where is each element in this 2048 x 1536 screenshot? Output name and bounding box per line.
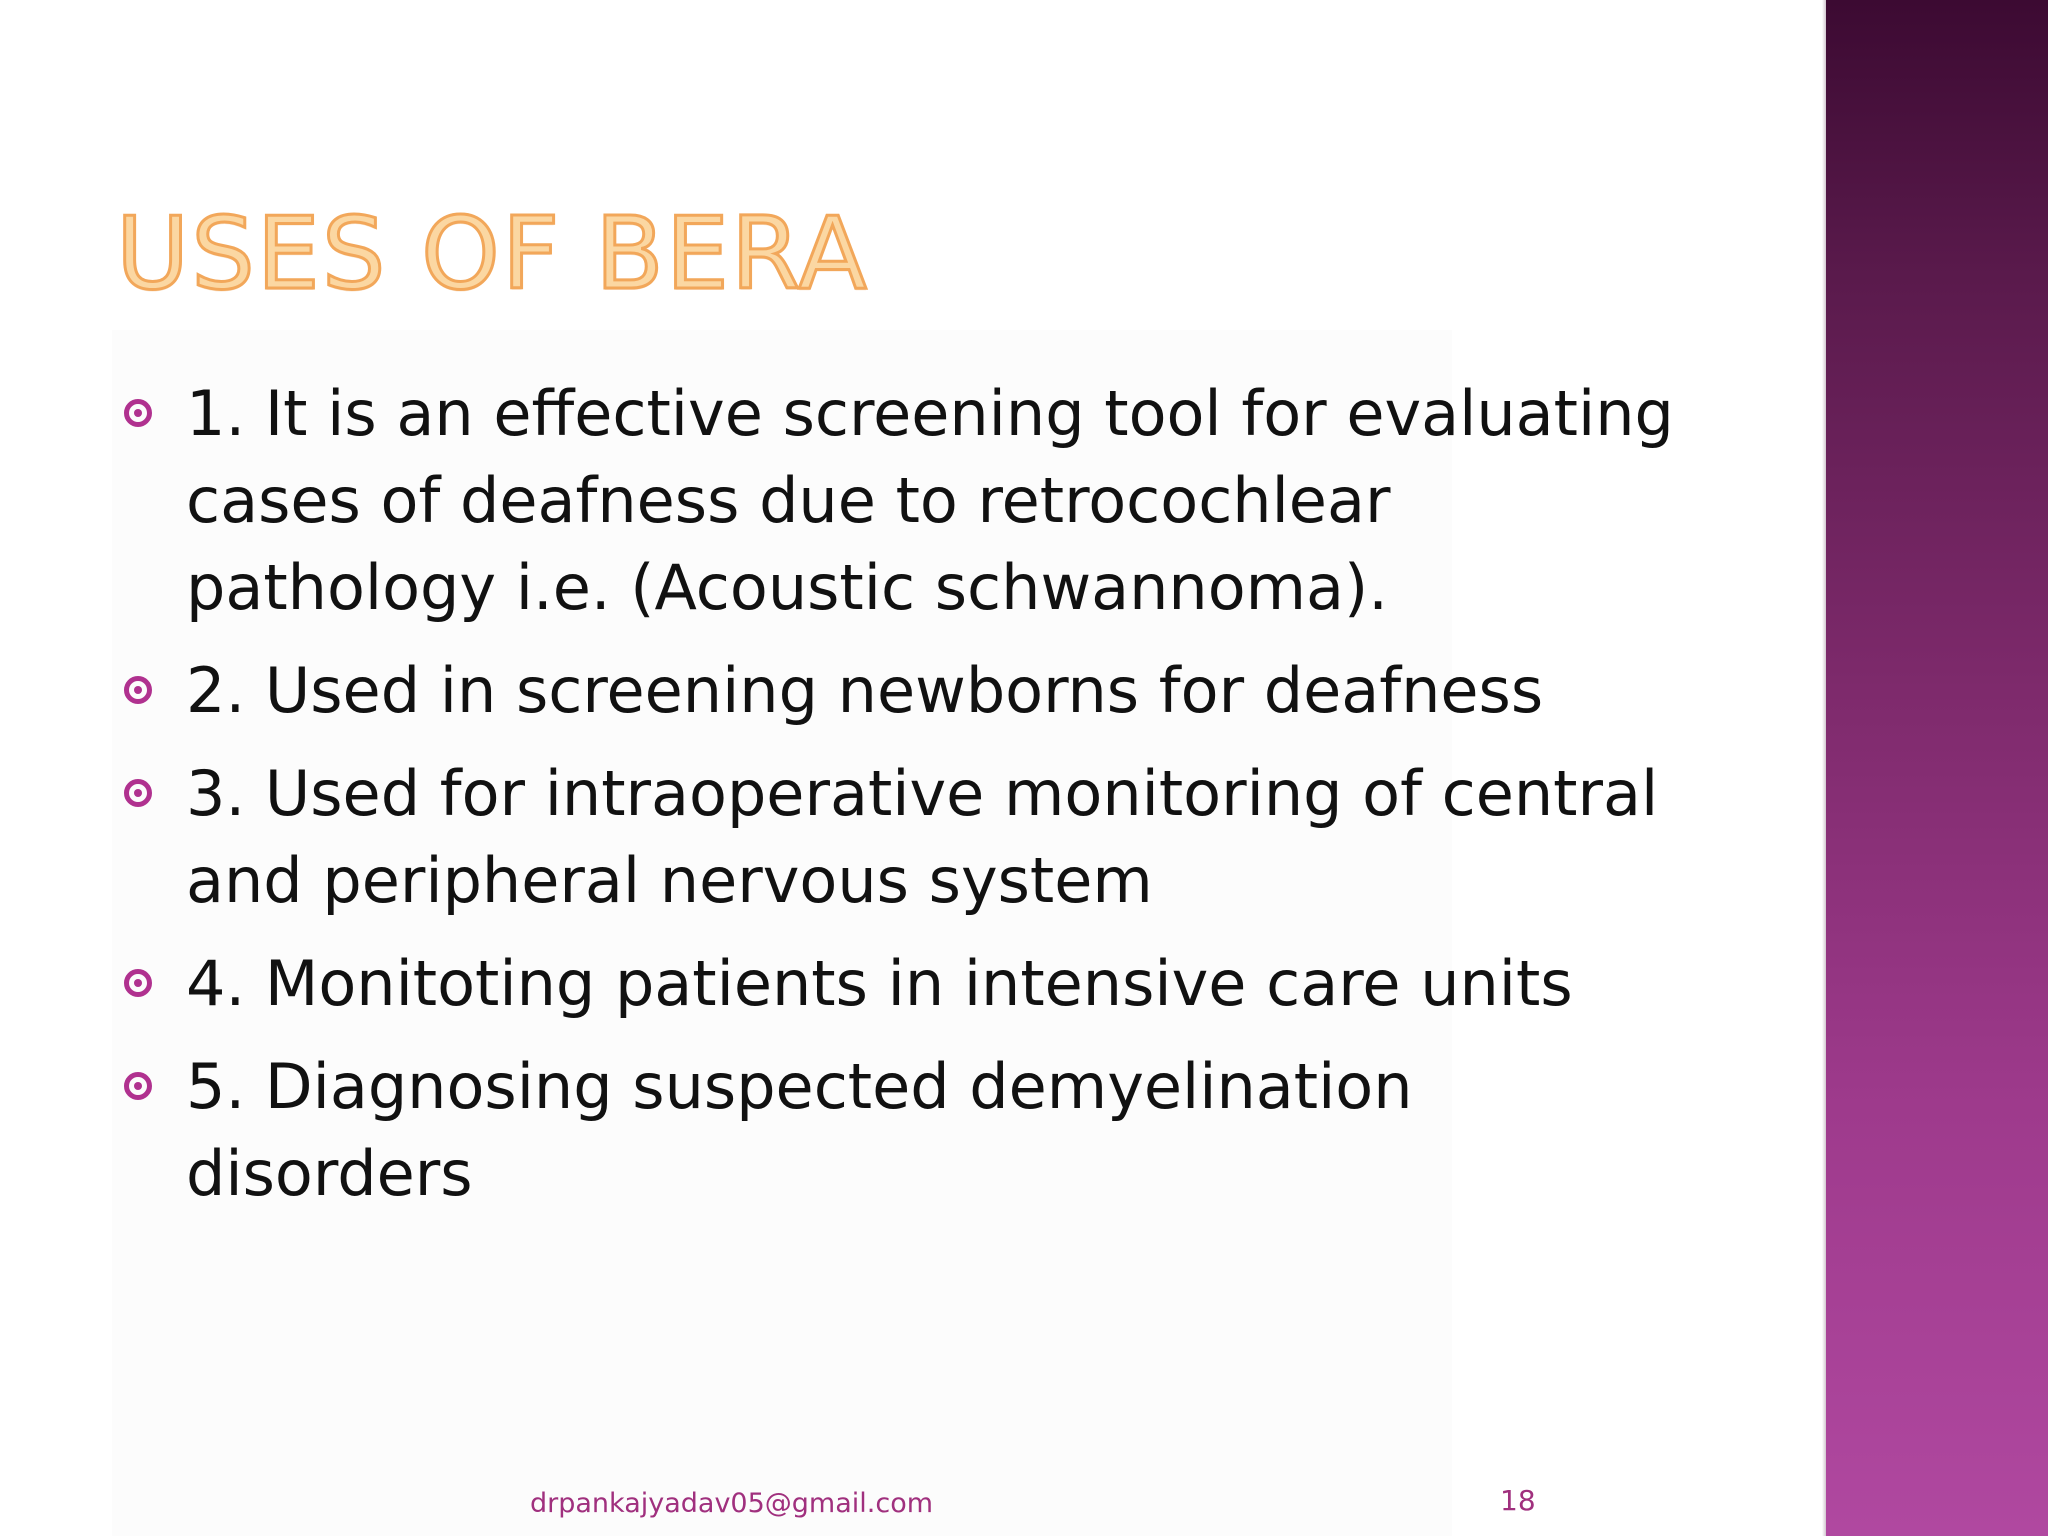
bullet-text: 4. Monitoting patients in intensive care units	[186, 947, 1573, 1020]
bullet-list	[124, 370, 1684, 1233]
bullet-text: 5. Diagnosing suspected demyelination disorders	[186, 1050, 1413, 1210]
bullet-item	[124, 1043, 1684, 1217]
decorative-sidebar	[1826, 0, 2048, 1536]
bullet-text: 2. Used in screening newborns for deafness	[186, 654, 1544, 727]
bullet-text: 3. Used for intraoperative monitoring of central and peripheral nervous system	[186, 757, 1659, 917]
bullet-item	[124, 940, 1684, 1027]
bullet-text: 1. It is an effective screening tool for evaluating cases of deafness due to retrocochlear pathology i.e. (Acoustic schwannoma).	[186, 377, 1674, 624]
radio-bullet-icon	[124, 676, 152, 704]
page-number: 18	[1500, 1484, 1536, 1517]
radio-bullet-icon	[124, 1072, 152, 1100]
radio-bullet-icon	[124, 779, 152, 807]
bullet-item	[124, 750, 1684, 924]
footer-email: drpankajyadav05@gmail.com	[530, 1488, 934, 1519]
radio-bullet-icon	[124, 969, 152, 997]
radio-bullet-icon	[124, 399, 152, 427]
bullet-item	[124, 647, 1684, 734]
bullet-item	[124, 370, 1684, 631]
slide-title: USES OF BERA	[116, 195, 869, 312]
